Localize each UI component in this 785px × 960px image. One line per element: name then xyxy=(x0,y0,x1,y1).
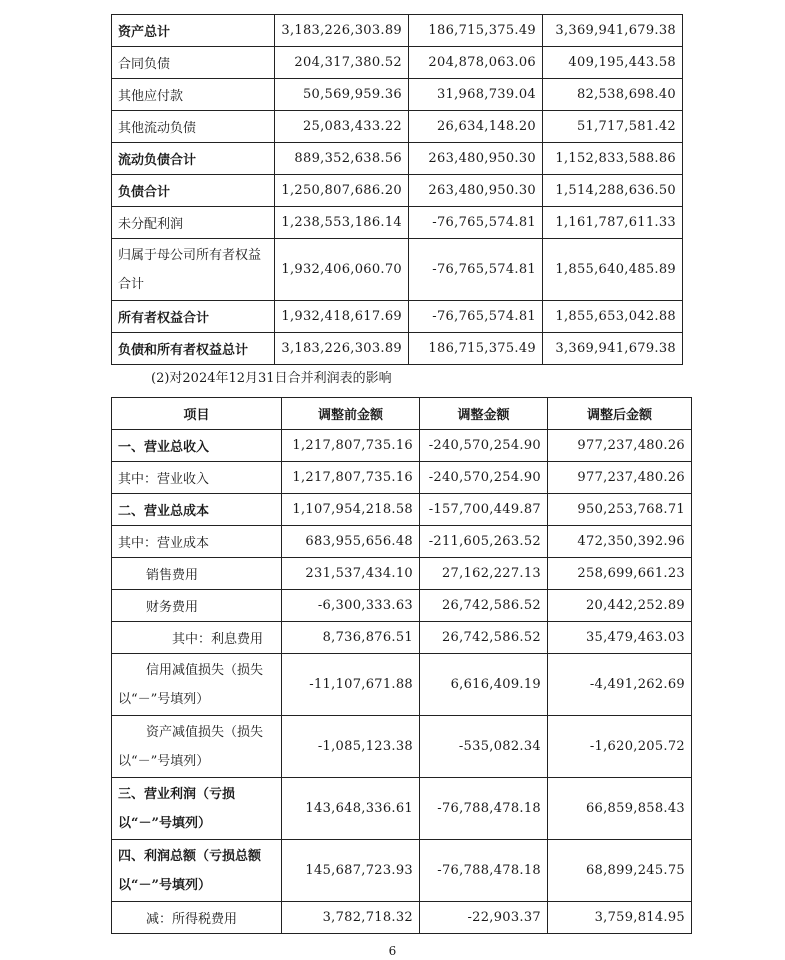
amount-adj: -240,570,254.90 xyxy=(420,430,548,462)
amount-before: 683,955,656.48 xyxy=(282,526,420,558)
amount-before: 3,183,226,303.89 xyxy=(275,333,409,365)
amount-adj: 263,480,950.30 xyxy=(409,175,543,207)
table-row xyxy=(112,526,692,558)
table-row xyxy=(112,462,692,494)
amount-after: 35,479,463.03 xyxy=(548,622,692,654)
amount-after: -1,620,205.72 xyxy=(548,716,692,778)
amount-before: 1,107,954,218.58 xyxy=(282,494,420,526)
amount-after: 409,195,443.58 xyxy=(543,47,683,79)
table-row xyxy=(112,902,692,934)
amount-before: 1,217,807,735.16 xyxy=(282,430,420,462)
amount-after: 258,699,661.23 xyxy=(548,558,692,590)
page-number: 6 xyxy=(388,944,397,958)
row-label: 其中：利息费用 xyxy=(112,622,282,654)
amount-adj: -157,700,449.87 xyxy=(420,494,548,526)
row-label: 负债和所有者权益总计 xyxy=(112,333,275,365)
amount-after: 977,237,480.26 xyxy=(548,462,692,494)
table-row xyxy=(112,47,683,79)
amount-before: 3,782,718.32 xyxy=(282,902,420,934)
amount-after: 1,855,640,485.89 xyxy=(543,239,683,301)
amount-before: 143,648,336.61 xyxy=(282,778,420,840)
row-label: 四、利润总额（亏损总额以“－”号填列） xyxy=(112,840,282,902)
header-after: 调整后金额 xyxy=(548,398,692,430)
amount-after: 68,899,245.75 xyxy=(548,840,692,902)
income-statement-table xyxy=(111,397,692,934)
amount-after: 1,855,653,042.88 xyxy=(543,301,683,333)
amount-after: 51,717,581.42 xyxy=(543,111,683,143)
amount-before: 889,352,638.56 xyxy=(275,143,409,175)
row-label: 其他应付款 xyxy=(112,79,275,111)
table-row xyxy=(112,207,683,239)
row-label: 三、营业利润（亏损以“－”号填列） xyxy=(112,778,282,840)
table-row xyxy=(112,590,692,622)
header-item: 项目 xyxy=(112,398,282,430)
amount-before: 1,217,807,735.16 xyxy=(282,462,420,494)
table-row xyxy=(112,79,683,111)
table-row xyxy=(112,778,692,840)
row-label: 减：所得税费用 xyxy=(112,902,282,934)
amount-before: 1,238,553,186.14 xyxy=(275,207,409,239)
amount-before: 1,932,406,060.70 xyxy=(275,239,409,301)
row-label: 一、营业总收入 xyxy=(112,430,282,462)
amount-adj: 263,480,950.30 xyxy=(409,143,543,175)
row-label: 流动负债合计 xyxy=(112,143,275,175)
amount-adj: -22,903.37 xyxy=(420,902,548,934)
amount-before: 1,932,418,617.69 xyxy=(275,301,409,333)
table-row xyxy=(112,111,683,143)
amount-adj: 26,634,148.20 xyxy=(409,111,543,143)
amount-adj: -76,765,574.81 xyxy=(409,207,543,239)
amount-after: 3,369,941,679.38 xyxy=(543,333,683,365)
table-row xyxy=(112,840,692,902)
table-row xyxy=(112,301,683,333)
row-label: 财务费用 xyxy=(112,590,282,622)
row-label: 其中：营业收入 xyxy=(112,462,282,494)
amount-after: -4,491,262.69 xyxy=(548,654,692,716)
table-row xyxy=(112,239,683,301)
amount-adj: -76,765,574.81 xyxy=(409,301,543,333)
amount-before: -1,085,123.38 xyxy=(282,716,420,778)
row-label: 负债合计 xyxy=(112,175,275,207)
amount-before: 50,569,959.36 xyxy=(275,79,409,111)
row-label: 其中：营业成本 xyxy=(112,526,282,558)
header-before: 调整前金额 xyxy=(282,398,420,430)
amount-before: 145,687,723.93 xyxy=(282,840,420,902)
amount-after: 1,152,833,588.86 xyxy=(543,143,683,175)
amount-after: 472,350,392.96 xyxy=(548,526,692,558)
amount-adj: 26,742,586.52 xyxy=(420,622,548,654)
amount-before: -11,107,671.88 xyxy=(282,654,420,716)
table-row xyxy=(112,15,683,47)
amount-after: 82,538,698.40 xyxy=(543,79,683,111)
table-row xyxy=(112,622,692,654)
row-label: 合同负债 xyxy=(112,47,275,79)
amount-after: 66,859,858.43 xyxy=(548,778,692,840)
amount-adj: 186,715,375.49 xyxy=(409,15,543,47)
row-label: 二、营业总成本 xyxy=(112,494,282,526)
amount-adj: 27,162,227.13 xyxy=(420,558,548,590)
amount-adj: -211,605,263.52 xyxy=(420,526,548,558)
amount-adj: -76,788,478.18 xyxy=(420,778,548,840)
row-label: 销售费用 xyxy=(112,558,282,590)
table-row xyxy=(112,654,692,716)
amount-adj: -240,570,254.90 xyxy=(420,462,548,494)
balance-sheet-table xyxy=(111,14,683,365)
amount-adj: 204,878,063.06 xyxy=(409,47,543,79)
amount-after: 950,253,768.71 xyxy=(548,494,692,526)
row-label: 所有者权益合计 xyxy=(112,301,275,333)
amount-after: 1,161,787,611.33 xyxy=(543,207,683,239)
row-label: 其他流动负债 xyxy=(112,111,275,143)
row-label: 归属于母公司所有者权益合计 xyxy=(112,239,275,301)
amount-adj: -76,765,574.81 xyxy=(409,239,543,301)
amount-adj: 186,715,375.49 xyxy=(409,333,543,365)
table-row xyxy=(112,143,683,175)
amount-after: 3,759,814.95 xyxy=(548,902,692,934)
income-statement-caption: (2)对2024年12月31日合并利润表的影响 xyxy=(151,371,392,386)
amount-before: 204,317,380.52 xyxy=(275,47,409,79)
amount-after: 1,514,288,636.50 xyxy=(543,175,683,207)
table-row xyxy=(112,494,692,526)
amount-adj: 6,616,409.19 xyxy=(420,654,548,716)
row-label: 信用减值损失（损失以“－”号填列） xyxy=(112,654,282,716)
amount-before: 231,537,434.10 xyxy=(282,558,420,590)
amount-before: 1,250,807,686.20 xyxy=(275,175,409,207)
row-label: 资产总计 xyxy=(112,15,275,47)
table-row xyxy=(112,558,692,590)
amount-after: 20,442,252.89 xyxy=(548,590,692,622)
amount-before: 3,183,226,303.89 xyxy=(275,15,409,47)
amount-adj: 26,742,586.52 xyxy=(420,590,548,622)
amount-before: 25,083,433.22 xyxy=(275,111,409,143)
row-label: 资产减值损失（损失以“－”号填列） xyxy=(112,716,282,778)
table-header-row xyxy=(112,398,692,430)
amount-adj: -535,082.34 xyxy=(420,716,548,778)
header-adjustment: 调整金额 xyxy=(420,398,548,430)
table-row xyxy=(112,716,692,778)
amount-before: 8,736,876.51 xyxy=(282,622,420,654)
table-row xyxy=(112,430,692,462)
table-row xyxy=(112,175,683,207)
amount-adj: -76,788,478.18 xyxy=(420,840,548,902)
table-row xyxy=(112,333,683,365)
amount-after: 977,237,480.26 xyxy=(548,430,692,462)
row-label: 未分配利润 xyxy=(112,207,275,239)
amount-after: 3,369,941,679.38 xyxy=(543,15,683,47)
amount-adj: 31,968,739.04 xyxy=(409,79,543,111)
amount-before: -6,300,333.63 xyxy=(282,590,420,622)
